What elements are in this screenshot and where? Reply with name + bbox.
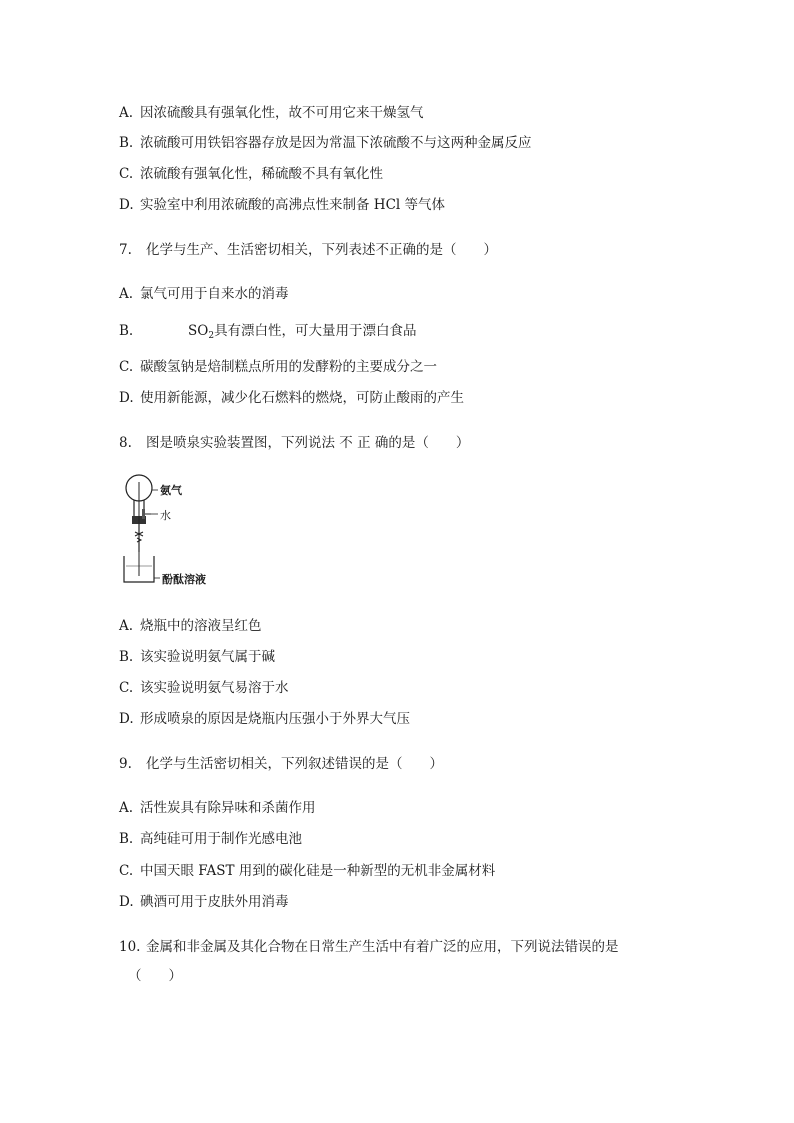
option-label: C. (119, 166, 134, 182)
option-text: 中国天眼 FAST 用到的碳化硅是一种新型的无机非金属材料 (140, 863, 496, 879)
question-text: 化学与生产、生活密切相关，下列表述不正确的是（ ） (146, 242, 497, 258)
option-label: D. (119, 390, 134, 406)
q7-option-b (119, 322, 417, 340)
q8-stem (119, 434, 469, 452)
option-text: 具有漂白性，可大量用于漂白食品 (214, 323, 417, 339)
option-label: A. (119, 800, 134, 816)
q6-option-c (119, 165, 383, 183)
q10-answer-paren: （ ） (128, 968, 182, 984)
fountain-apparatus-figure (118, 472, 218, 594)
option-label: C. (119, 863, 134, 879)
dropper (142, 509, 145, 519)
q7-option-a (119, 285, 289, 303)
question-number: 8. (119, 435, 132, 451)
question-text: 图是喷泉实验装置图，下列说法 不 正 确的是（ ） (146, 435, 470, 451)
option-text: 烧瓶中的溶液呈红色 (140, 618, 262, 634)
option-label: C. (119, 359, 134, 375)
option-text: 因浓硫酸具有强氧化性，故不可用它来干燥氢气 (140, 105, 424, 121)
q6-option-a (119, 104, 424, 122)
option-label: D. (119, 894, 134, 910)
formula-so2: $SO_2$ (188, 323, 215, 341)
option-text: 碘酒可用于皮肤外用消毒 (140, 894, 289, 910)
q9-option-a (119, 799, 316, 817)
q8-option-d (119, 710, 410, 728)
option-text: 浓硫酸可用铁铝容器存放是因为常温下浓硫酸不与这两种金属反应 (140, 135, 532, 151)
question-number: 10. (119, 939, 141, 955)
option-text: 浓硫酸有强氧化性，稀硫酸不具有氧化性 (140, 166, 383, 182)
q7-option-d (119, 389, 464, 407)
option-text: 该实验说明氨气属于碱 (140, 649, 275, 665)
q10-stem (119, 938, 619, 956)
option-label: A. (119, 618, 134, 634)
option-text: 碳酸氢钠是焙制糕点所用的发酵粉的主要成分之一 (140, 359, 437, 375)
option-text: 高纯硅可用于制作光感电池 (140, 831, 302, 847)
q9-stem (119, 755, 443, 773)
label-water: 水 (160, 509, 171, 522)
q7-option-c (119, 358, 437, 376)
option-label: B. (119, 649, 134, 665)
option-text: 该实验说明氨气易溶于水 (140, 680, 289, 696)
option-label: A. (119, 105, 134, 121)
option-label: D. (119, 711, 134, 727)
q8-option-b (119, 648, 275, 666)
label-ammonia: 氨气 (160, 484, 182, 497)
q6-option-d (119, 196, 445, 214)
q6-option-b (119, 134, 532, 152)
option-label: B. (119, 323, 134, 339)
question-number: 7. (119, 242, 132, 258)
q9-option-d (119, 893, 289, 911)
option-label: D. (119, 197, 134, 213)
label-phenolphthalein: 酚酞溶液 (162, 573, 206, 586)
option-text: 形成喷泉的原因是烧瓶内压强小于外界大气压 (140, 711, 410, 727)
option-text: 活性炭具有除异味和杀菌作用 (140, 800, 316, 816)
q7-stem (119, 241, 497, 259)
q8-option-c (119, 679, 289, 697)
option-label: C. (119, 680, 134, 696)
question-text: 金属和非金属及其化合物在日常生产生活中有着广泛的应用，下列说法错误的是 (146, 939, 619, 955)
option-label: B. (119, 135, 134, 151)
option-label: A. (119, 286, 134, 302)
q9-option-c (119, 862, 495, 880)
q8-option-a (119, 617, 262, 635)
question-number: 9. (119, 756, 132, 772)
option-text: 实验室中利用浓硫酸的高沸点性来制备 HCl 等气体 (140, 197, 446, 213)
question-text: 化学与生活密切相关，下列叙述错误的是（ ） (146, 756, 443, 772)
option-text: 氯气可用于自来水的消毒 (140, 286, 289, 302)
option-label: B. (119, 831, 134, 847)
option-text: 使用新能源，减少化石燃料的燃烧，可防止酸雨的产生 (140, 390, 464, 406)
q9-option-b (119, 830, 302, 848)
